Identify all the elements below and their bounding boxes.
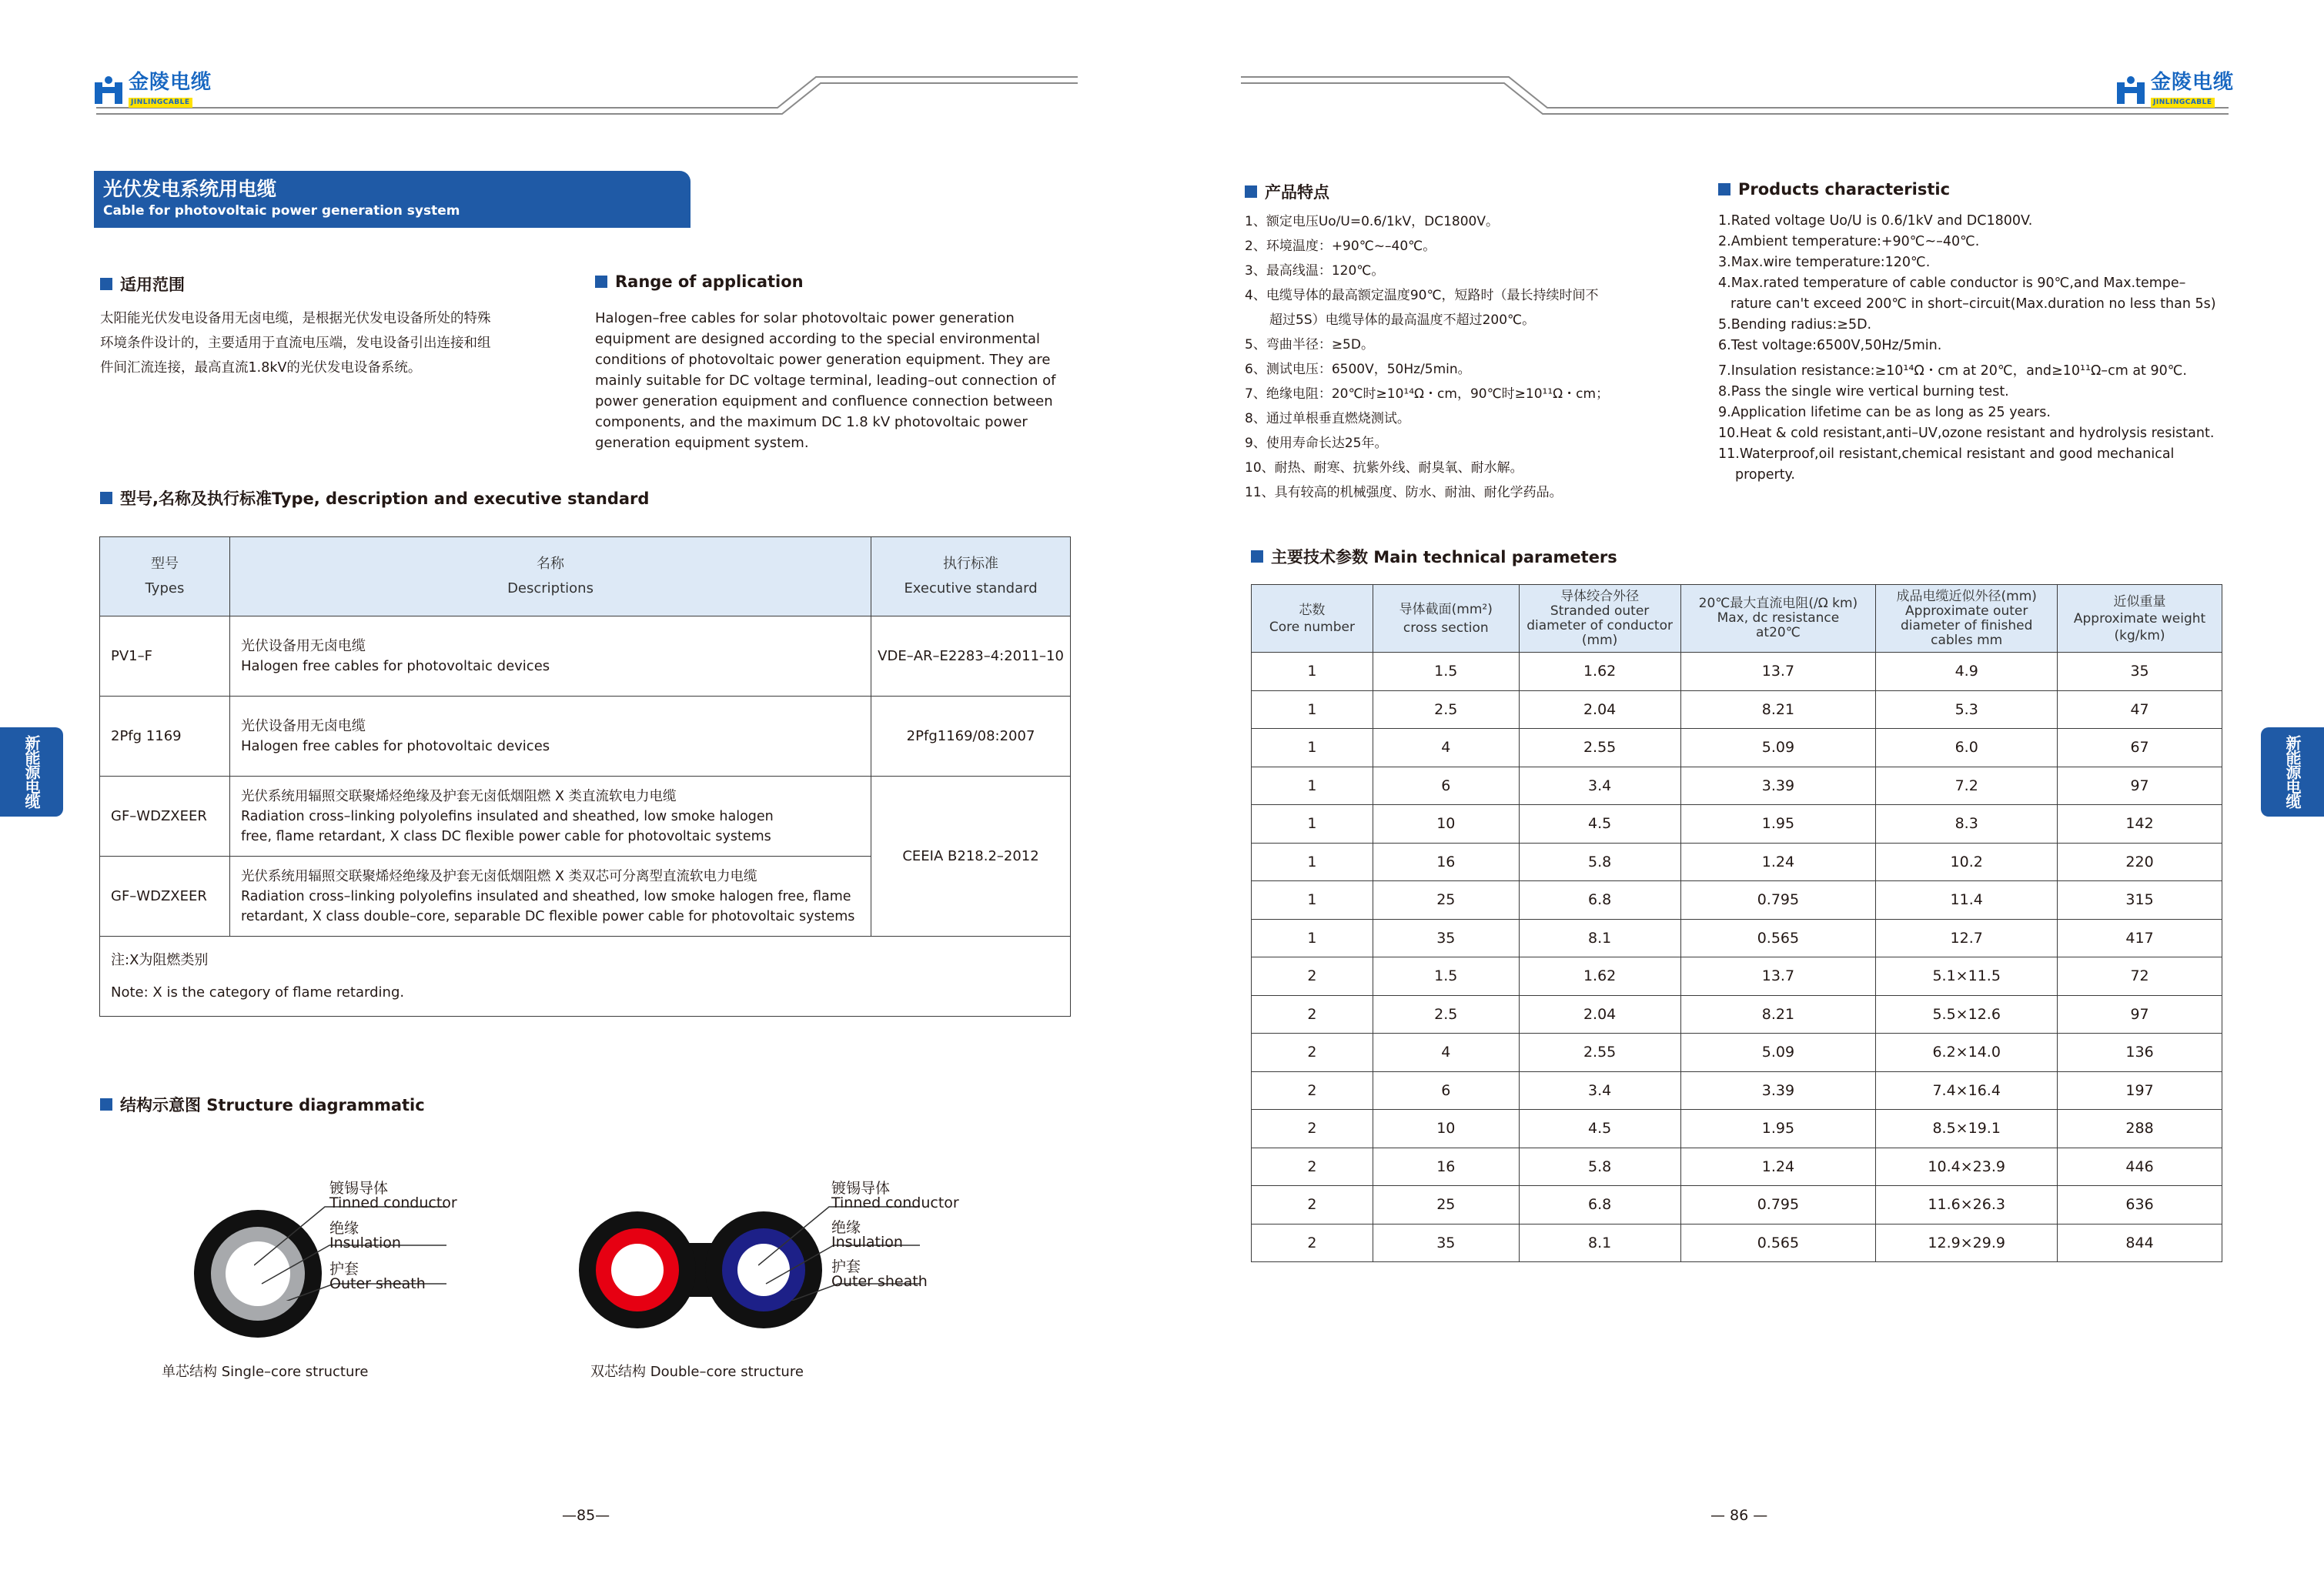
cell-dc-resistance: 3.39 [1680,1071,1876,1110]
cell-cross-section: 35 [1373,919,1519,957]
cell-dc-resistance: 1.95 [1680,805,1876,844]
table-row [100,616,1071,697]
cell-cross-section: 2.5 [1373,690,1519,729]
brand-name-en: JINLINGCABLE [129,98,192,108]
brand-name-en: JINLINGCABLE [2151,98,2215,108]
cell-outer-diameter: 12.9×29.9 [1876,1224,2058,1262]
params-heading [1251,545,1617,568]
cell-core-number: 1 [1252,881,1373,920]
list-item: 3.Max.wire temperature:120℃. [1718,255,1931,270]
cell-stranded-diameter: 8.1 [1519,1224,1680,1262]
list-item: 11、具有较高的机械强度、防水、耐油、耐化学药品。 [1245,485,1563,500]
cell-weight: 97 [2058,995,2222,1034]
table-row [1252,881,2222,920]
cell-cross-section: 6 [1373,1071,1519,1110]
features-heading [1245,180,1329,203]
cell-dc-resistance: 0.795 [1680,881,1876,920]
header-outer-diameter: 成品电缆近似外径(mm) Approximate outer diameter of finished cables mm [1876,585,2058,653]
cell-outer-diameter: 8.5×19.1 [1876,1110,2058,1148]
table-row [1252,805,2222,844]
cell-stranded-diameter: 1.62 [1519,957,1680,996]
page-title-en: Cable for photovoltaic power generation system [103,203,460,219]
params-table-body [1252,653,2222,1262]
bullet-square-icon [1245,185,1257,198]
header-core-number: 芯数 Core number [1252,585,1373,653]
cell-outer-diameter: 5.1×11.5 [1876,957,2058,996]
cell-dc-resistance: 13.7 [1680,957,1876,996]
table-row [1252,767,2222,805]
bullet-square-icon [1251,550,1263,563]
table-row [100,777,1071,857]
cell-cross-section: 4 [1373,1034,1519,1072]
page-title-cn: 光伏发电系统用电缆 [103,178,277,200]
scope-text-en [595,308,1072,453]
cell-stranded-diameter: 2.04 [1519,690,1680,729]
cell-desc: 光伏系统用辐照交联聚烯烃绝缘及护套无卤低烟阻燃 X 类直流软电力电缆 Radiation cross–linking polyolefins insulated and sheathed, low smoke halogen free, flame retardant, X class DC flexible power cable for photovoltaic systems [229,777,871,857]
cell-core-number: 2 [1252,1071,1373,1110]
brand-mark-icon [95,76,122,104]
table-row [1252,729,2222,767]
table-row [1252,957,2222,996]
cell-stranded-diameter: 2.55 [1519,1034,1680,1072]
cell-weight: 220 [2058,843,2222,881]
text-line: generation equipment system. [595,435,809,451]
cell-dc-resistance: 0.565 [1680,919,1876,957]
cell-core-number: 1 [1252,653,1373,691]
scope-text-cn [100,306,562,380]
table-row [1252,919,2222,957]
cell-type: GF–WDZXEER [100,857,230,937]
list-item: 10、耐热、耐寒、抗紫外线、耐臭氧、耐水解。 [1245,460,1523,476]
list-item: 9、使用寿命长达25年。 [1245,436,1388,451]
cell-weight: 35 [2058,653,2222,691]
cell-cross-section: 10 [1373,1110,1519,1148]
brand-name-cn: 金陵电缆 [2151,71,2235,94]
list-item: property. [1735,467,1795,483]
list-item: 7.Insulation resistance:≥10¹⁴Ω・cm at 20℃，and≥10¹¹Ω–cm at 90℃. [1718,363,2187,379]
cell-cross-section: 25 [1373,881,1519,920]
type-table [99,536,1071,1017]
cell-cross-section: 4 [1373,729,1519,767]
cell-type: 2Pfg 1169 [100,697,230,777]
page-number-left: —85— [562,1507,610,1524]
cell-weight: 288 [2058,1110,2222,1148]
cell-dc-resistance: 8.21 [1680,690,1876,729]
label-conductor-single: 镀锡导体 Tinned conductor [329,1180,457,1211]
page-number-right: — 86 — [1710,1507,1768,1524]
table-note-row [100,937,1071,1017]
cell-dc-resistance: 8.21 [1680,995,1876,1034]
heading-text: 产品特点 [1265,183,1329,202]
header-types: 型号 Types [100,537,230,616]
table-row [1252,1186,2222,1224]
table-row [1252,1034,2222,1072]
text-line: 太阳能光伏发电设备用无卤电缆，是根据光伏发电设备所处的特殊 [100,311,491,326]
cell-stranded-diameter: 4.5 [1519,1110,1680,1148]
header-lines [0,0,2324,131]
list-item: 8、通过单根垂直燃烧测试。 [1245,411,1410,426]
heading-text: 主要技术参数 Main technical parameters [1271,548,1617,566]
table-row [1252,1148,2222,1186]
side-tab-right [2261,727,2324,817]
cell-dc-resistance: 5.09 [1680,729,1876,767]
heading-text: Products characteristic [1738,180,1951,199]
cell-cross-section: 16 [1373,843,1519,881]
list-item: 4.Max.rated temperature of cable conductor is 90℃,and Max.tempe– [1718,276,2186,291]
label-sheath-single: 护套 Outer sheath [329,1261,426,1292]
list-item: 5、弯曲半径：≥5D。 [1245,337,1374,352]
cell-weight: 142 [2058,805,2222,844]
list-item: 6、测试电压：6500V，50Hz/5min。 [1245,362,1471,377]
heading-text: 结构示意图 Structure diagrammatic [120,1096,425,1114]
cell-dc-resistance: 1.24 [1680,1148,1876,1186]
cell-stranded-diameter: 2.04 [1519,995,1680,1034]
cell-outer-diameter: 7.2 [1876,767,2058,805]
cell-weight: 136 [2058,1034,2222,1072]
header-dc-resistance: 20℃最大直流电阻(/Ω km) Max, dc resistance at20℃ [1680,585,1876,653]
table-header-row [1252,585,2222,653]
cell-weight: 67 [2058,729,2222,767]
bullet-square-icon [1718,183,1730,195]
list-item: 2.Ambient temperature:+90℃~–40℃. [1718,234,1980,249]
structure-heading [100,1093,425,1116]
cell-cross-section: 2.5 [1373,995,1519,1034]
list-item: 1、额定电压Uo/U=0.6/1kV，DC1800V。 [1245,214,1499,229]
list-item: 9.Application lifetime can be as long as 25 years. [1718,405,2051,420]
single-core-caption: 单芯结构 Single–core structure [162,1364,369,1380]
cell-dc-resistance: 13.7 [1680,653,1876,691]
table-row [1252,653,2222,691]
cell-core-number: 1 [1252,919,1373,957]
cell-cross-section: 35 [1373,1224,1519,1262]
list-item: 5.Bending radius:≥5D. [1718,317,1872,332]
bullet-square-icon [100,278,112,290]
text-line: conditions of photovoltaic power generation equipment. They are [595,352,1051,368]
table-row [1252,1110,2222,1148]
list-item: rature can't exceed 200℃ in short–circuit(Max.duration no less than 5s) [1730,296,2216,312]
cell-dc-resistance: 3.39 [1680,767,1876,805]
text-line: equipment are designed according to the special environmental [595,331,1041,347]
label-sheath-double: 护套 Outer sheath [831,1258,928,1290]
cell-outer-diameter: 11.6×26.3 [1876,1186,2058,1224]
double-core-caption: 双芯结构 Double–core structure [590,1364,804,1380]
cell-stranded-diameter: 6.8 [1519,1186,1680,1224]
page-title-banner [94,171,691,228]
text-line: Halogen–free cables for solar photovoltaic power generation [595,310,1015,326]
cell-core-number: 1 [1252,805,1373,844]
cell-stranded-diameter: 4.5 [1519,805,1680,844]
cell-outer-diameter: 10.2 [1876,843,2058,881]
text-line: 件间汇流连接，最高直流1.8kV的光伏发电设备系统。 [100,360,422,376]
text-line: mainly suitable for DC voltage terminal, leading–out connection of [595,373,1056,389]
cell-outer-diameter: 4.9 [1876,653,2058,691]
list-item: 2、环境温度：+90℃~–40℃。 [1245,239,1436,254]
header-cross-section: 导体截面(mm²) cross section [1373,585,1519,653]
features-list [1245,209,1676,505]
cell-stranded-diameter: 5.8 [1519,1148,1680,1186]
table-row [1252,690,2222,729]
list-item: 6.Test voltage:6500V,50Hz/5min. [1718,338,1942,353]
cell-dc-resistance: 0.795 [1680,1186,1876,1224]
cell-weight: 446 [2058,1148,2222,1186]
cell-core-number: 1 [1252,843,1373,881]
cell-core-number: 2 [1252,995,1373,1034]
heading-text: Range of application [615,272,804,291]
cell-weight: 417 [2058,919,2222,957]
label-conductor-double: 镀锡导体 Tinned conductor [831,1180,959,1211]
cell-standard: CEEIA B218.2–2012 [871,777,1071,937]
cell-outer-diameter: 7.4×16.4 [1876,1071,2058,1110]
cell-core-number: 2 [1252,1224,1373,1262]
cell-type: GF–WDZXEER [100,777,230,857]
label-insulation-single: 绝缘 Insulation [329,1220,401,1251]
cell-cross-section: 1.5 [1373,957,1519,996]
table-row [1252,995,2222,1034]
header-descriptions: 名称 Descriptions [229,537,871,616]
header-stranded-diameter: 导体绞合外径 Stranded outer diameter of conductor (mm) [1519,585,1680,653]
cell-weight: 636 [2058,1186,2222,1224]
cell-stranded-diameter: 2.55 [1519,729,1680,767]
bullet-square-icon [595,276,607,288]
cell-dc-resistance: 1.24 [1680,843,1876,881]
characteristic-list [1718,211,2249,486]
table-row [1252,1071,2222,1110]
cell-core-number: 2 [1252,1148,1373,1186]
list-item: 超过5S）电缆导体的最高温度不超过200℃。 [1269,312,1536,328]
brand-name-cn: 金陵电缆 [129,71,212,94]
cell-outer-diameter: 6.2×14.0 [1876,1034,2058,1072]
cell-cross-section: 1.5 [1373,653,1519,691]
cell-dc-resistance: 5.09 [1680,1034,1876,1072]
cell-desc: 光伏系统用辐照交联聚烯烃绝缘及护套无卤低烟阻燃 X 类双芯可分离型直流软电力电缆 Radiation cross–linking polyolefins insulated and sheathed, low smoke halogen free, flame retardant, X class double–core, separable DC flexible power cable for photovoltaic systems [229,857,871,937]
cell-dc-resistance: 0.565 [1680,1224,1876,1262]
cell-weight: 197 [2058,1071,2222,1110]
side-tab-left [0,727,63,817]
text-line: 环境条件设计的，主要适用于直流电压端，发电设备引出连接和组 [100,336,491,351]
scope-heading-cn [100,272,185,296]
brand-mark-icon [2117,76,2145,104]
bullet-square-icon [100,1098,112,1111]
side-tab-label: 新能源电缆 [2283,735,2302,808]
cell-core-number: 2 [1252,1034,1373,1072]
cell-stranded-diameter: 3.4 [1519,767,1680,805]
cell-core-number: 1 [1252,729,1373,767]
cell-type: PV1–F [100,616,230,697]
cell-stranded-diameter: 5.8 [1519,843,1680,881]
params-table [1251,584,2222,1262]
cell-standard: 2Pfg1169/08:2007 [871,697,1071,777]
heading-text: 适用范围 [120,276,185,294]
list-item: 4、电缆导体的最高额定温度90℃，短路时（最长持续时间不 [1245,288,1599,303]
table-row [100,697,1071,777]
cell-core-number: 2 [1252,1186,1373,1224]
type-table-heading [100,486,649,510]
cell-cross-section: 10 [1373,805,1519,844]
cell-weight: 97 [2058,767,2222,805]
list-item: 11.Waterproof,oil resistant,chemical resistant and good mechanical [1718,446,2175,462]
label-insulation-double: 绝缘 Insulation [831,1219,903,1251]
list-item: 3、最高线温：120℃。 [1245,263,1385,279]
cell-dc-resistance: 1.95 [1680,1110,1876,1148]
list-item: 7、绝缘电阻：20℃时≥10¹⁴Ω・cm，90℃时≥10¹¹Ω・cm； [1245,386,1610,402]
cell-outer-diameter: 5.3 [1876,690,2058,729]
cell-outer-diameter: 10.4×23.9 [1876,1148,2058,1186]
cell-outer-diameter: 6.0 [1876,729,2058,767]
cell-weight: 72 [2058,957,2222,996]
cell-outer-diameter: 11.4 [1876,881,2058,920]
header-standard: 执行标准 Executive standard [871,537,1071,616]
brand-logo-right [2117,72,2234,108]
cell-stranded-diameter: 6.8 [1519,881,1680,920]
cell-weight: 47 [2058,690,2222,729]
cell-stranded-diameter: 1.62 [1519,653,1680,691]
cell-weight: 844 [2058,1224,2222,1262]
cell-desc: 光伏设备用无卤电缆 Halogen free cables for photovoltaic devices [229,616,871,697]
cell-core-number: 1 [1252,690,1373,729]
list-item: 8.Pass the single wire vertical burning test. [1718,384,2009,399]
list-item: 1.Rated voltage Uo/U is 0.6/1kV and DC1800V. [1718,213,2033,229]
cell-outer-diameter: 12.7 [1876,919,2058,957]
cell-core-number: 2 [1252,957,1373,996]
cell-stranded-diameter: 3.4 [1519,1071,1680,1110]
bullet-square-icon [100,492,112,504]
list-item: 10.Heat & cold resistant,anti–UV,ozone resistant and hydrolysis resistant. [1718,426,2215,441]
cell-cross-section: 25 [1373,1186,1519,1224]
characteristic-heading [1718,180,1950,199]
cell-desc: 光伏设备用无卤电缆 Halogen free cables for photovoltaic devices [229,697,871,777]
cell-cross-section: 16 [1373,1148,1519,1186]
cell-stranded-diameter: 8.1 [1519,919,1680,957]
cell-core-number: 1 [1252,767,1373,805]
cell-outer-diameter: 8.3 [1876,805,2058,844]
table-header-row [100,537,1071,616]
table-note: 注:X为阻燃类别 Note: X is the category of flame retarding. [100,937,1071,1017]
cell-outer-diameter: 5.5×12.6 [1876,995,2058,1034]
cell-core-number: 2 [1252,1110,1373,1148]
cell-weight: 315 [2058,881,2222,920]
table-row [1252,1224,2222,1262]
side-tab-label: 新能源电缆 [22,735,41,808]
heading-text: 型号,名称及执行标准Type, description and executive standard [120,489,650,508]
table-row [1252,843,2222,881]
header-weight: 近似重量 Approximate weight (kg/km) [2058,585,2222,653]
text-line: components, and the maximum DC 1.8 kV photovoltaic power [595,414,1028,430]
cell-standard: VDE–AR–E2283–4:2011–10 [871,616,1071,697]
cell-cross-section: 6 [1373,767,1519,805]
text-line: power generation equipment and confluence connection between [595,393,1053,409]
scope-heading-en [595,272,804,291]
brand-logo-left [95,72,212,108]
